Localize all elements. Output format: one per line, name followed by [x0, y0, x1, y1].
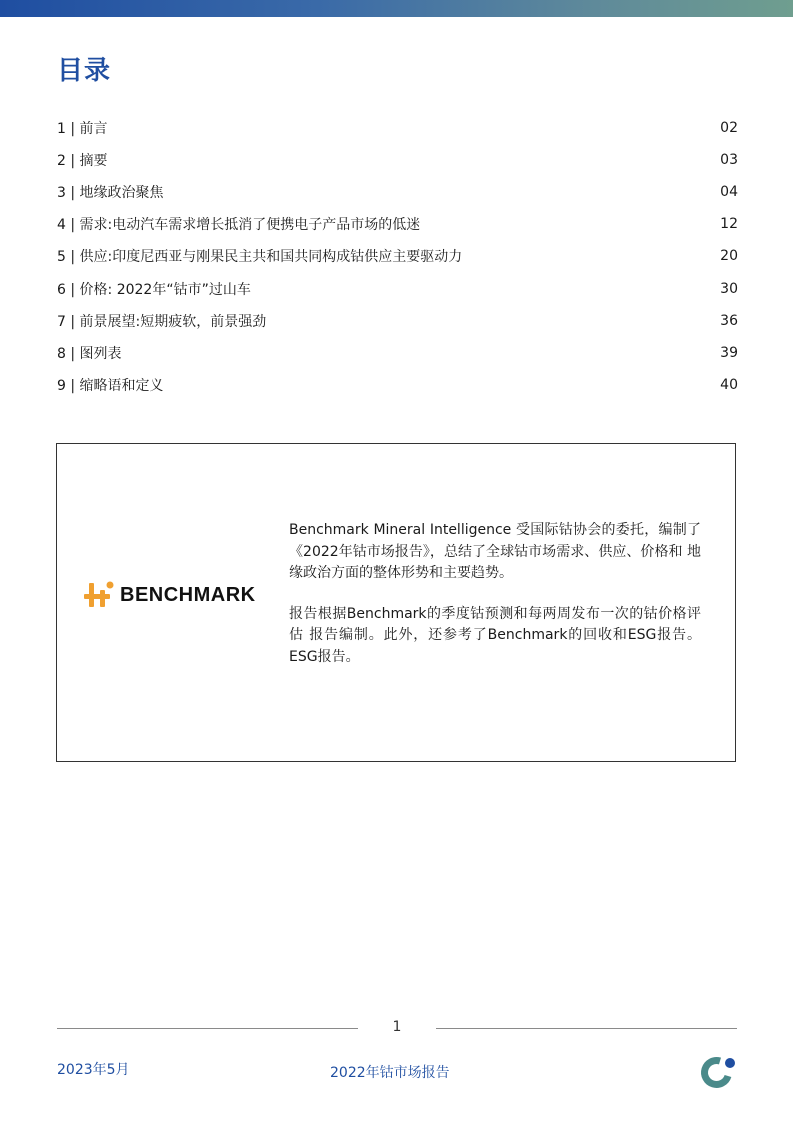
toc-item-page: 04 [720, 184, 738, 201]
toc-item[interactable] [57, 112, 738, 144]
info-box [56, 443, 736, 762]
toc-item-page: 02 [720, 120, 738, 137]
info-paragraph-2: 报告根据Benchmark的季度钴预测和每两周发布一次的钴价格评估 报告编制。此外，还参考了Benchmark的回收和ESG报告。ESG报告。 [289, 605, 701, 665]
toc-item-page: 20 [720, 248, 738, 265]
toc-item[interactable] [57, 272, 738, 304]
toc-item-label: 2 | 摘要 [57, 153, 108, 170]
toc-item-label: 6 | 价格: 2022年“钴市”过山车 [57, 281, 251, 298]
footer-divider-right [436, 1028, 737, 1029]
info-text [289, 520, 701, 687]
toc-item-page: 36 [720, 312, 738, 329]
toc-item-label: 4 | 需求:电动汽车需求增长抵消了便携电子产品市场的低迷 [57, 217, 421, 234]
cobalt-institute-logo-icon [698, 1052, 738, 1092]
benchmark-logo-icon [84, 580, 116, 610]
toc-item[interactable] [57, 240, 738, 272]
toc-item-page: 03 [720, 152, 738, 169]
benchmark-logo [84, 580, 256, 610]
header-gradient-bar [0, 0, 793, 17]
toc-item[interactable] [57, 144, 738, 176]
toc-list [57, 112, 738, 401]
toc-item-label: 8 | 图列表 [57, 345, 122, 362]
footer-divider-left [57, 1028, 358, 1029]
toc-item-page: 39 [720, 344, 738, 361]
toc-item[interactable] [57, 305, 738, 337]
toc-item-label: 3 | 地缘政治聚焦 [57, 185, 164, 202]
toc-item-label: 9 | 缩略语和定义 [57, 377, 164, 394]
footer-date: 2023年5月 [57, 1062, 130, 1078]
benchmark-logo-text: BENCHMARK [120, 583, 256, 606]
toc-item-page: 30 [720, 280, 738, 297]
page-number: 1 [392, 1019, 402, 1035]
toc-item[interactable] [57, 208, 738, 240]
toc-item-page: 12 [720, 216, 738, 233]
toc-item-label: 5 | 供应:印度尼西亚与刚果民主共和国共同构成钴供应主要驱动力 [57, 249, 463, 266]
toc-item-page: 40 [720, 376, 738, 393]
footer-report-name: 2022年钴市场报告 [330, 1065, 450, 1081]
toc-title: 目录 [57, 56, 112, 86]
info-paragraph-1: Benchmark Mineral Intelligence 受国际钴协会的委托，编制了《2022年钴市场报告》，总结了全球钴市场需求、供应、价格和 地缘政治方面的整体形势和主要趋势。 [289, 522, 701, 581]
toc-item[interactable] [57, 369, 738, 401]
toc-item[interactable] [57, 176, 738, 208]
toc-item-label: 1 | 前言 [57, 121, 108, 138]
toc-item[interactable] [57, 337, 738, 369]
toc-item-label: 7 | 前景展望:短期疲软，前景强劲 [57, 313, 267, 330]
